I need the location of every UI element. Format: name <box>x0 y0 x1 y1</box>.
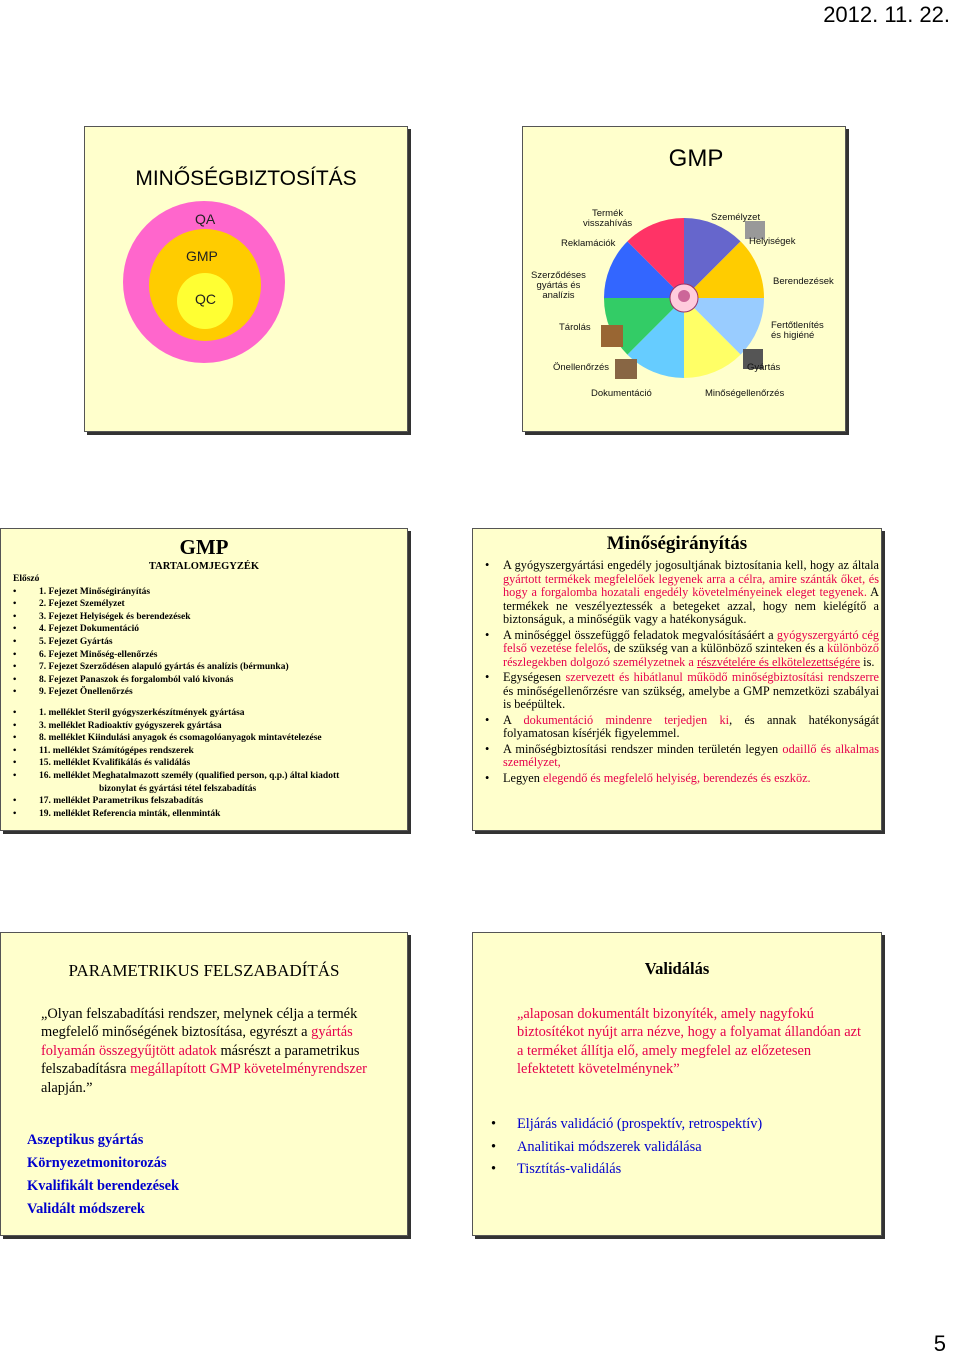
slide4-title: Minőségirányítás <box>606 533 748 554</box>
slide5-title: PARAMETRIKUS FELSZABADÍTÁS <box>68 961 340 980</box>
wheel-label-fertotlenites: Fertőtlenítés és higiéné <box>771 320 824 341</box>
list-item: • Analitikai módszerek validálása <box>491 1136 762 1159</box>
toc-item-continuation: bizonylat és gyártási tétel felszabadítás <box>99 783 257 794</box>
wheel-label-onellenorzes: Önellenőrzés <box>553 362 609 373</box>
slide-validalas <box>472 932 882 1236</box>
slide4-bullets <box>483 559 879 787</box>
toc-item: 5. Fejezet Gyártás <box>39 637 113 647</box>
toc-item: 8. Fejezet Panaszok és forgalomból való kivonás <box>39 674 234 685</box>
ring-qa-label: QA <box>195 211 216 227</box>
slide6-list <box>491 1113 762 1181</box>
wheel-center-figure <box>678 290 690 302</box>
wheel-label-dokumentacio: Dokumentáció <box>591 388 652 399</box>
slide-gmp-wheel <box>522 126 846 432</box>
toc-item: 11. melléklet Számítógépes rendszerek <box>39 745 194 756</box>
wheel-label-szerzodeses: Szerződéses gyártás és analízis <box>531 270 586 301</box>
bullet-item: • A minőségbiztosítási rendszer minden területén legyen odaillő és alkalmas személyzet, <box>483 743 879 770</box>
toc-item: 2. Fejezet Személyzet <box>39 599 125 610</box>
bullet-item: • Egységesen szervezett és hibátlanul működő minőségbiztosítási rendszerre és minőségellenőrzésre van szükség, amelybe a GMP nemzetközi szabályai is beépültek. <box>483 671 879 712</box>
wheel-label-szemelyzet: Személyzet <box>711 212 761 223</box>
toc-item: 19. melléklet Referencia minták, ellenminták <box>39 808 221 819</box>
slide1-title: MINŐSÉGBIZTOSÍTÁS <box>135 167 357 190</box>
slide-gmp-toc <box>0 528 408 831</box>
ring-gmp-label: GMP <box>186 248 218 264</box>
slide-minosegbiztositas <box>84 126 408 432</box>
toc-item: 3. Fejezet Helyiségek és berendezések <box>39 611 191 622</box>
slide3-title: GMP <box>179 535 229 559</box>
bullet-item: • A dokumentáció mindenre terjedjen ki, és annak hatékonyságát folyamatosan kísérjék figyelemmel. <box>483 714 879 741</box>
ring-qc-label: QC <box>195 291 216 307</box>
slide6-title: Validálás <box>644 959 710 978</box>
toc-item: 4. Fejezet Dokumentáció <box>39 624 139 635</box>
toc-item: 3. melléklet Radioaktív gyógyszerek gyártása <box>39 720 222 731</box>
wheel-label-minosegellenorzes: Minőségellenőrzés <box>705 388 785 399</box>
toc-item: 6. Fejezet Minőség-ellenőrzés <box>39 649 158 660</box>
toc-item: 7. Fejezet Szerződésen alapuló gyártás és analízis (bérmunka) <box>39 662 289 673</box>
clipart-icon <box>615 359 637 379</box>
list-item: Validált módszerek <box>27 1201 145 1217</box>
slide5-definition: „Olyan felszabadítási rendszer, melynek célja a termék megfelelő minőségének biztosítása, egyrészt a gyártás folyamán összegyűjtött adatok másrészt a parametrikus felszabadításra megállapított GMP követelményrendszer alapján.” <box>41 1006 367 1096</box>
toc-item: 1. Fejezet Minőségirányítás <box>39 586 151 597</box>
toc-item: 9. Fejezet Önellenőrzés <box>39 687 133 698</box>
slide3-subtitle: TARTALOMJEGYZÉK <box>148 561 259 572</box>
slide2-title: GMP <box>668 145 724 172</box>
gmp-wheel-diagram <box>599 213 769 383</box>
slide-minosegiranyitas <box>472 528 882 831</box>
wheel-label-reklamaciok: Reklamációk <box>561 238 616 249</box>
toc-item: 17. melléklet Parametrikus felszabadítás <box>39 796 204 807</box>
slide5-list <box>27 1129 179 1221</box>
toc-item: 8. melléklet Kiindulási anyagok és csomagolóanyagok mintavételezése <box>39 733 322 744</box>
bullet-item: • Legyen elegendő és megfelelő helyiség, berendezés és eszköz. <box>483 772 879 786</box>
wheel-label-termek: Termék visszahívás <box>583 208 633 229</box>
toc-intro: Előszó <box>13 574 40 584</box>
list-item: Kvalifikált berendezések <box>27 1178 180 1194</box>
list-item: • Eljárás validáció (prospektív, retrospektív) <box>491 1113 762 1136</box>
wheel-label-helyisegek: Helyiségek <box>749 236 796 247</box>
list-item: Aszeptikus gyártás <box>27 1132 144 1148</box>
clipart-icon <box>601 325 623 347</box>
wheel-label-tarolas: Tárolás <box>559 322 591 333</box>
page-number: 5 <box>933 1331 946 1356</box>
wheel-label-berendezesek: Berendezések <box>773 276 834 287</box>
wheel-label-gyartas: Gyártás <box>747 362 781 373</box>
toc-item: 16. melléklet Meghatalmazott személy (qualified person, q.p.) által kiadott <box>39 771 340 781</box>
header-date: 2012. 11. 22. <box>823 2 950 27</box>
bullet-item: • A minőséggel összefüggő feladatok megvalósításáért a gyógyszergyártó cég felső vezetése felelős, de szükség van a különböző szinteken és a különböző részlegekben dolgozó személyzetnek a részvételére és elkötelezettségére is. <box>483 629 879 670</box>
toc-item: 15. melléklet Kvalifikálás és validálás <box>39 758 191 769</box>
slide6-definition: „alaposan dokumentált bizonyíték, amely nagyfokú biztosítékot nyújt arra nézve, hogy a folyamat állandóan azt a terméket állítja elő, amely megfelel az előzetesen lefektetett követelménynek” <box>517 1006 862 1078</box>
toc-item: 1. melléklet Steril gyógyszerkészítmények gyártása <box>39 708 245 718</box>
list-item: • Tisztítás-validálás <box>491 1158 762 1181</box>
slide-parametrikus <box>0 932 408 1236</box>
list-item: Környezetmonitorozás <box>27 1155 167 1171</box>
bullet-item: • A gyógyszergyártási engedély jogosultjának biztosítania kell, hogy az általa gyártott termékek megfelelőek legyenek arra a célra, amire szánták őket, és hogy a forgalomba hozatali engedély követelményeinek eleget tegyenek. A termékek ne veszélyeztessék a betegeket azzal, hogy nem kielégítő a biztonságuk, a minőségük vagy a hatékonyságuk. <box>483 559 879 627</box>
toc-list: Előszó • 1. Fejezet Minőségirányítás • 2. Fejezet Személyzet • 3. Fejezet Helyiségek és berendezések • 4. Fejezet Dokumentáció • 5. Fejezet Gyártás • 6. Fejezet Minőség-ellenőrzés • 7. Fejezet Szerződésen alapuló gyártás és analízis (bérmunka) • 8. Fejezet Panaszok és forgalomból való kivonás • 9. Fejezet Önellenőrzés • 1. melléklet Steril gyógyszerkészítmények gyártása • 3. melléklet Radioaktív gyógyszerek gyártása • 8. melléklet Kiindulási anyagok és csomagolóanyagok mintavételezése • 11. melléklet Számítógépes rendszerek • 15. melléklet Kvalifikálás és validálás • 16. melléklet Meghatalmazott személy (qualified person, q.p.) által kiadott bizonylat és gyártási tétel felszabadítás • 17. melléklet Parametrikus felszabadítás • 19. melléklet Referencia minták, ellenminták <box>13 574 340 819</box>
